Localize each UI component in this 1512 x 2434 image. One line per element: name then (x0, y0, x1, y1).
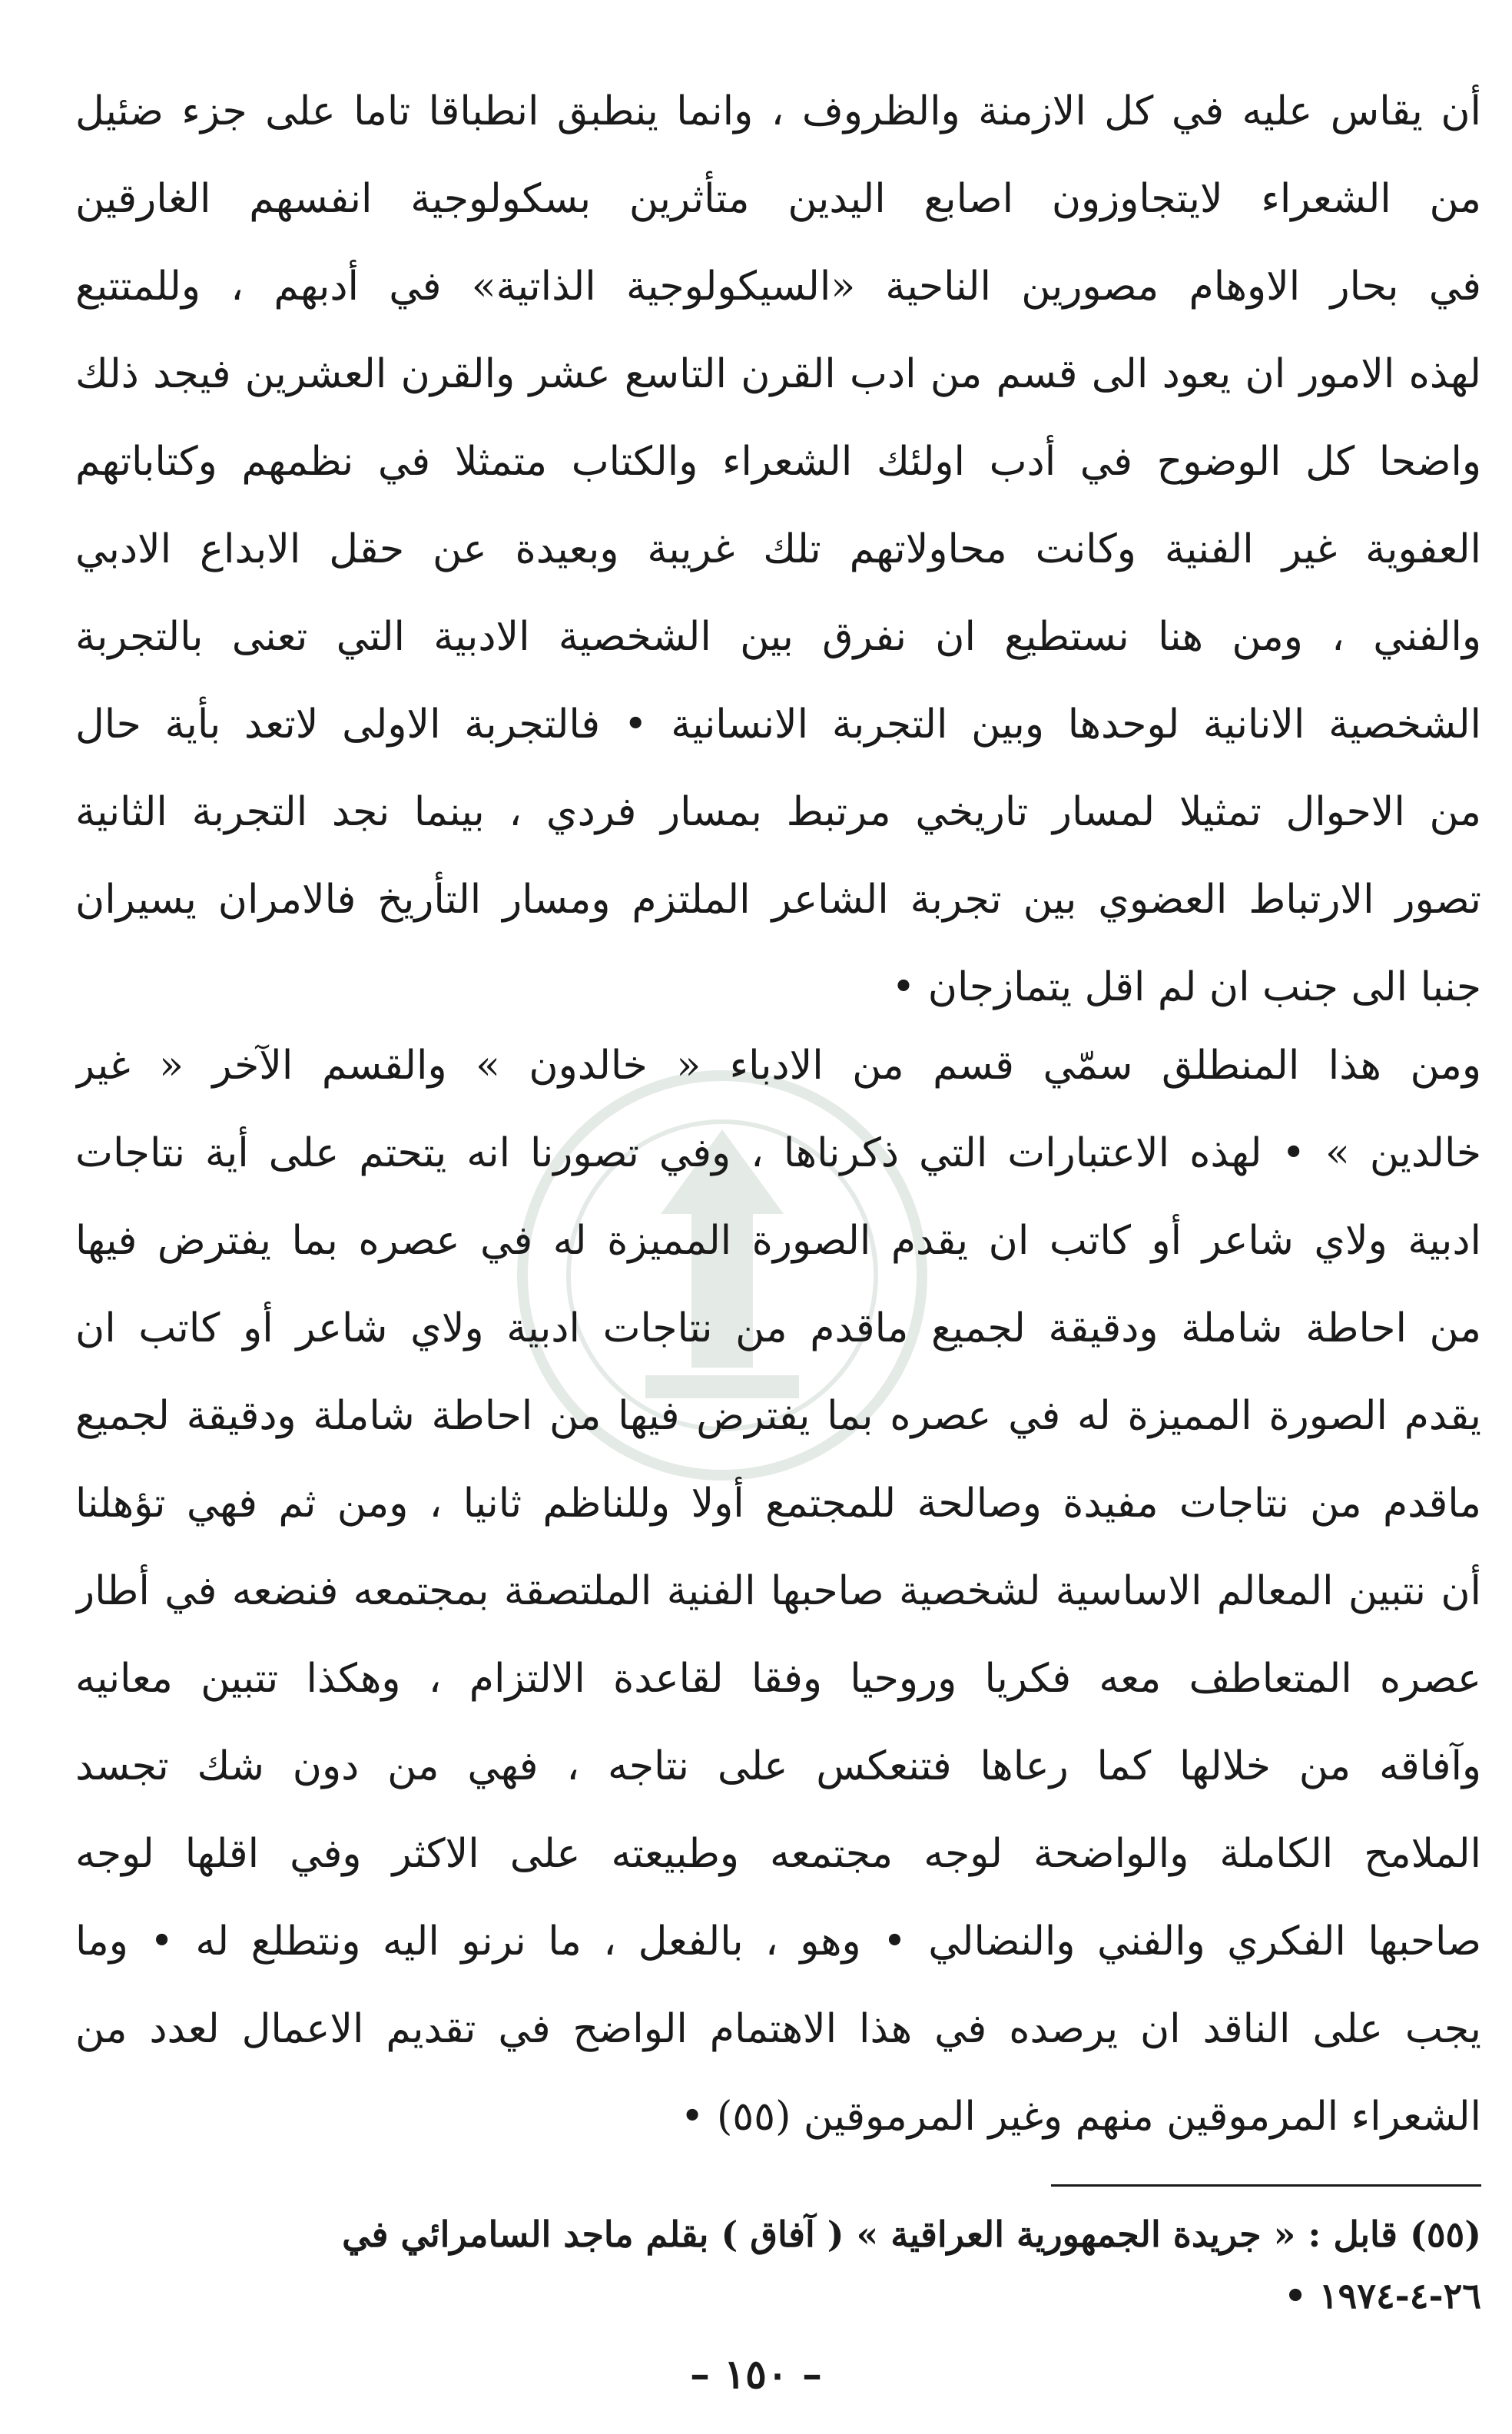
paragraph-2 (75, 1022, 1481, 2160)
footnote-divider (1051, 2184, 1481, 2187)
footnote-line: ٢٦-٤-١٩٧٤ • (1284, 2275, 1481, 2316)
text-line: يجب على الناقد ان يرصده في هذا الاهتمام الواضح في تقديم الاعمال لعدد من (75, 2006, 1481, 2052)
text-line: أن يقاس عليه في كل الازمنة والظروف ، وانما ينطبق انطباقا تاما على جزء ضئيل (75, 88, 1481, 134)
text-line: من احاطة شاملة ودقيقة لجميع ماقدم من نتاجات ادبية ولاي شاعر أو كاتب ان (75, 1305, 1481, 1351)
text-line: العفوية غير الفنية وكانت محاولاتهم تلك غريبة وبعيدة عن حقل الابداع الادبي (75, 526, 1481, 572)
footnote-line: (٥٥) قابل : « جريدة الجمهورية العراقية » ( آفاق ) بقلم ماجد السامرائي في (342, 2213, 1481, 2255)
text-line: في بحار الاوهام مصورين الناحية «السيكولوجية الذاتية» في أدبهم ، وللمتتبع (75, 264, 1481, 310)
text-line: لهذه الامور ان يعود الى قسم من ادب القرن التاسع عشر والقرن العشرين فيجد ذلك (75, 351, 1481, 397)
text-line: والفني ، ومن هنا نستطيع ان نفرق بين الشخصية الادبية التي تعنى بالتجربة (75, 614, 1481, 660)
text-line: أن نتبين المعالم الاساسية لشخصية صاحبها الفنية الملتصقة بمجتمعه فنضعه في أطار (75, 1568, 1481, 1614)
text-line: من الاحوال تمثيلا لمسار تاريخي مرتبط بمسار فردي ، بينما نجد التجربة الثانية (75, 789, 1481, 835)
text-line: ادبية ولاي شاعر أو كاتب ان يقدم الصورة المميزة له في عصره بما يفترض فيها (75, 1218, 1481, 1264)
text-line: الشعراء المرموقين منهم وغير المرموقين (٥٥) • (680, 2094, 1481, 2140)
text-line: واضحا كل الوضوح في أدب اولئك الشعراء والكتاب متمثلا في نظمهم وكتاباتهم (75, 439, 1481, 485)
text-line: يقدم الصورة المميزة له في عصره بما يفترض فيها من احاطة شاملة ودقيقة لجميع (75, 1393, 1481, 1439)
text-line: الشخصية الانانية لوحدها وبين التجربة الانسانية • فالتجربة الاولى لاتعد بأية حال (75, 701, 1481, 748)
text-line: صاحبها الفكري والفني والنضالي • وهو ، بالفعل ، ما نرنو اليه ونتطلع له • وما (75, 1918, 1481, 1965)
text-line: جنبا الى جنب ان لم اقل يتمازجان • (891, 964, 1481, 1010)
text-line: خالدين » • لهذه الاعتبارات التي ذكرناها ، وفي تصورنا انه يتحتم على أية نتاجات (75, 1130, 1481, 1176)
text-line: ماقدم من نتاجات مفيدة وصالحة للمجتمع أولا وللناظم ثانيا ، ومن ثم فهي تؤهلنا (75, 1481, 1481, 1527)
footnote (75, 2204, 1481, 2326)
text-line: الملامح الكاملة والواضحة لوجه مجتمعه وطبيعته على الاكثر وفي اقلها لوجه (75, 1831, 1481, 1877)
page-number: – ١٥٠ – (689, 2351, 822, 2398)
text-line: تصور الارتباط العضوي بين تجربة الشاعر الملتزم ومسار التأريخ فالامران يسيران (75, 877, 1481, 923)
text-line: من الشعراء لايتجاوزون اصابع اليدين متأثرين بسكولوجية انفسهم الغارقين (75, 176, 1481, 222)
text-line: ومن هذا المنطلق سمّي قسم من الادباء « خالدون » والقسم الآخر « غير (75, 1043, 1481, 1089)
text-line: وآفاقه من خلالها كما رعاها فتنعكس على نتاجه ، فهي من دون شك تجسد (75, 1743, 1481, 1789)
paragraph-1 (75, 68, 1481, 1031)
text-line: عصره المتعاطف معه فكريا وروحيا وفقا لقاعدة الالتزام ، وهكذا تتبين معانيه (75, 1656, 1481, 1702)
